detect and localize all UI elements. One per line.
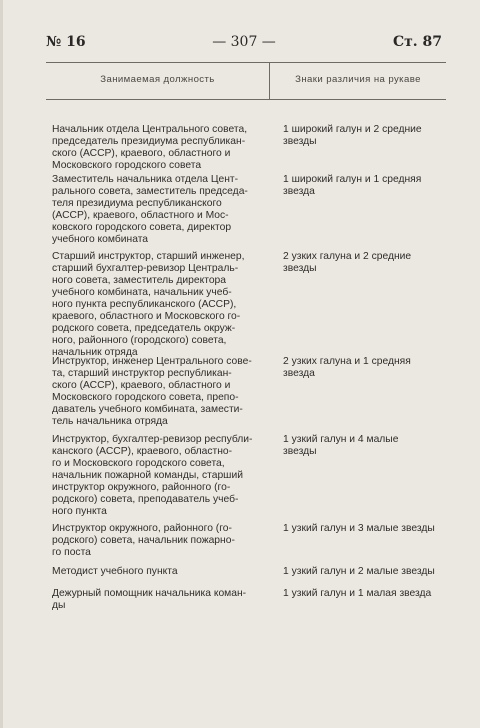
position-cell: Начальник отдела Центрального совета, председатель президиума республикан- ского (АССР), краевого, областного и Московского городского совета xyxy=(52,124,248,171)
insignia-cell: 2 узких галуна и 2 средние звезды xyxy=(283,251,412,274)
page-number: — 307 — xyxy=(212,34,276,50)
position-cell: Заместитель начальника отдела Цент- рального совета, заместитель председа- теля президиума республиканского (АССР), краевого, областного и Мос- ковского городского совета, директор учебного комбината xyxy=(52,174,248,245)
issue-number: № 16 xyxy=(46,34,86,50)
insignia-cell: 1 широкий галун и 2 средние звезды xyxy=(283,124,422,147)
position-cell: Старший инструктор, старший инженер, старший бухгалтер-ревизор Централь- ного совета, заместитель директора учебного комбината, начальник учеб- ного пункта республиканского (АССР), краевого, областного и Московского го- родского совета, председатель окруж- ного, районного (городского) совета, начальник отряда xyxy=(52,251,245,358)
page-edge xyxy=(0,0,3,728)
position-cell: Инструктор окружного, районного (го- родского) совета, начальник пожарно- го поста xyxy=(52,523,235,558)
insignia-cell: 1 узкий галун и 2 малые звезды xyxy=(283,566,435,577)
insignia-cell: 1 узкий галун и 1 малая звезда xyxy=(283,588,432,599)
position-cell: Инструктор, инженер Центрального сове- та, старший инструктор республикан- ского (АССР), краевого, областного и Московского городского совета, препо- даватель учебного комбината, замести- тель начальника отряда xyxy=(52,356,252,427)
table-header-rule xyxy=(46,99,446,100)
insignia-cell: 2 узких галуна и 1 средняя звезда xyxy=(283,356,411,379)
insignia-cell: 1 узкий галун и 4 малые звезды xyxy=(283,434,399,457)
article-number: Ст. 87 xyxy=(392,34,442,50)
column-header-position: Занимаемая должность xyxy=(100,74,215,85)
position-cell: Методист учебного пункта xyxy=(52,566,178,577)
position-cell: Дежурный помощник начальника коман- ды xyxy=(52,588,247,611)
page-header xyxy=(46,34,442,54)
column-header-insignia: Знаки различия на рукаве xyxy=(295,74,421,85)
insignia-cell: 1 широкий галун и 1 средняя звезда xyxy=(283,174,422,197)
position-cell: Инструктор, бухгалтер-ревизор республи- канского (АССР), краевого, областно- го и Московского городского совета, начальник пожарной команды, старший инструктор окружного, районного (го- родского) совета, преподаватель учеб- ного пункта xyxy=(52,434,253,517)
table-top-rule xyxy=(46,62,446,63)
insignia-cell: 1 узкий галун и 3 малые звезды xyxy=(283,523,435,534)
